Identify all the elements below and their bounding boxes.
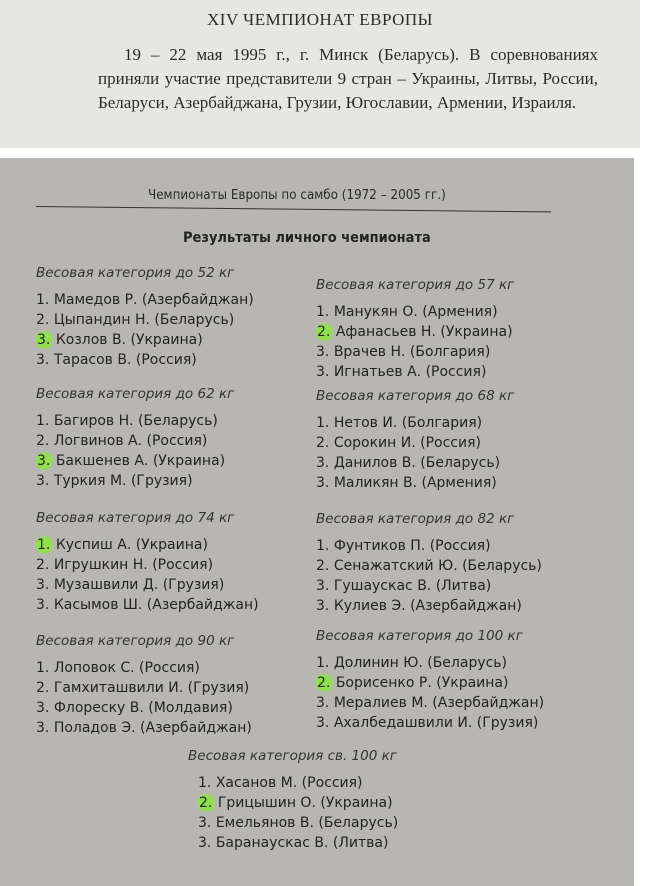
result-row [316,596,606,616]
rank: 3. [36,597,50,613]
category-title: Весовая категория до 62 кг [36,386,235,402]
athlete: Тарасов В. (Россия) [53,352,197,368]
rank: 3. [36,352,50,368]
result-row [316,536,606,556]
rank: 2. [316,435,330,451]
result-row [36,350,326,370]
rank: 1. [316,304,330,320]
chapter-heading: XIV ЧЕМПИОНАТ ЕВРОПЫ [207,10,433,29]
category-100kg [316,628,606,733]
athlete: Долинин Ю. (Беларусь) [333,655,508,671]
athlete: Логвинов А. (Россия) [53,433,208,449]
rank: 3. [198,835,212,851]
rank: 3. [316,364,330,380]
rank-highlighted: 3. [37,453,51,469]
athlete: Флореску В. (Молдавия) [53,700,233,716]
result-row [316,713,606,733]
athlete: Ахалбедашвили И. (Грузия) [333,715,539,731]
athlete: Багиров Н. (Беларусь) [53,413,218,429]
athlete: Игрушкин Н. (Россия) [53,557,214,573]
rank-highlighted: 1. [37,537,51,553]
rank: 3. [316,598,330,614]
rank: 3. [36,577,50,593]
category-title: Весовая категория до 57 кг [316,277,515,293]
athlete: Емельянов В. (Беларусь) [215,815,399,831]
rank: 2. [36,312,50,328]
rank: 3. [316,344,330,360]
result-row [198,773,478,793]
rank: 1. [316,655,330,671]
result-row [316,342,606,362]
result-row [36,310,326,330]
rank: 3. [316,578,330,594]
category-68kg [316,388,606,493]
rank: 1. [36,292,50,308]
rank: 3. [316,455,330,471]
result-row [36,451,326,471]
category-74kg [36,510,326,615]
rank: 2. [36,680,50,696]
category-title: Весовая категория до 100 кг [316,628,523,644]
athlete: Музашвили Д. (Грузия) [53,577,225,593]
rank-highlighted: 3. [37,332,51,348]
result-row [198,813,478,833]
result-row [316,653,606,673]
rank: 3. [36,473,50,489]
athlete: Лоповок С. (Россия) [53,660,200,676]
athlete: Борисенко Р. (Украина) [335,675,509,691]
athlete: Кулиев Э. (Азербайджан) [333,598,522,614]
result-row [36,411,326,431]
result-row [316,556,606,576]
athlete: Фунтиков П. (Россия) [333,538,491,554]
result-row [198,833,478,853]
rank: 1. [36,660,50,676]
rank-highlighted: 2. [317,675,331,691]
athlete: Куспиш А. (Украина) [55,537,208,553]
category-52kg [36,265,326,370]
result-row [36,575,326,595]
athlete: Врачев Н. (Болгария) [333,344,491,360]
athlete: Маликян В. (Армения) [333,475,497,491]
result-row [316,453,606,473]
athlete: Гамхиташвили И. (Грузия) [53,680,250,696]
result-row [36,658,326,678]
result-row [316,576,606,596]
result-row [36,431,326,451]
result-row [36,535,326,555]
result-row [316,693,606,713]
result-row [36,698,326,718]
rank: 3. [36,720,50,736]
result-row [36,290,326,310]
result-row [316,673,606,693]
athlete: Мамедов Р. (Азербайджан) [53,292,254,308]
athlete: Хасанов М. (Россия) [215,775,363,791]
rank: 2. [36,557,50,573]
rank: 2. [36,433,50,449]
athlete: Гушаускас В. (Литва) [333,578,492,594]
category-title: Весовая категория до 90 кг [36,633,235,649]
athlete: Касымов Ш. (Азербайджан) [53,597,259,613]
top-page-fragment [0,0,640,148]
athlete: Мералиев М. (Азербайджан) [333,695,545,711]
rank: 1. [36,413,50,429]
athlete: Туркия М. (Грузия) [53,473,193,489]
category-title: Весовая категория св. 100 кг [188,748,397,764]
result-row [36,330,326,350]
result-row [316,322,606,342]
athlete: Бакшенев А. (Украина) [55,453,226,469]
rank: 2. [316,558,330,574]
result-row [36,595,326,615]
rank: 3. [316,715,330,731]
category-title: Весовая категория до 74 кг [36,510,235,526]
results-title: Результаты личного чемпионата [183,230,431,246]
athlete: Сорокин И. (Россия) [333,435,481,451]
rank: 3. [198,815,212,831]
result-row [316,473,606,493]
results-page [0,158,634,886]
category-over-100kg [188,748,478,853]
header-rule [36,206,551,212]
rank-highlighted: 2. [317,324,331,340]
result-row [316,433,606,453]
category-82kg [316,511,606,616]
result-row [316,413,606,433]
athlete: Нетов И. (Болгария) [333,415,483,431]
rank: 3. [316,475,330,491]
athlete: Грицышин О. (Украина) [217,795,393,811]
result-row [36,678,326,698]
athlete: Манукян О. (Армения) [333,304,498,320]
athlete: Сенажатский Ю. (Беларусь) [333,558,542,574]
category-title: Весовая категория до 82 кг [316,511,515,527]
category-90kg [36,633,326,738]
result-row [36,471,326,491]
result-row [316,302,606,322]
rank: 1. [316,538,330,554]
running-head: Чемпионаты Европы по самбо (1972 – 2005 гг.) [148,188,446,203]
result-row [36,555,326,575]
rank-highlighted: 2. [199,795,213,811]
rank: 3. [316,695,330,711]
category-57kg [316,277,606,382]
rank: 3. [36,700,50,716]
result-row [36,718,326,738]
athlete: Баранаускас В. (Литва) [215,835,389,851]
athlete: Поладов Э. (Азербайджан) [53,720,252,736]
athlete: Игнатьев А. (Россия) [333,364,487,380]
rank: 1. [316,415,330,431]
championship-description: 19 – 22 мая 1995 г., г. Минск (Беларусь). В соревнованиях приняли участие представители 9 стран – Украины, Литвы, России, Беларуси, Азербайджана, Грузии, Югославии, Армении, Израиля. [98,45,598,112]
athlete: Цыпандин Н. (Беларусь) [53,312,235,328]
athlete: Данилов В. (Беларусь) [333,455,501,471]
category-62kg [36,386,326,491]
result-row [198,793,478,813]
athlete: Афанасьев Н. (Украина) [335,324,513,340]
rank: 1. [198,775,212,791]
result-row [316,362,606,382]
category-title: Весовая категория до 68 кг [316,388,515,404]
athlete: Козлов В. (Украина) [55,332,203,348]
category-title: Весовая категория до 52 кг [36,265,235,281]
